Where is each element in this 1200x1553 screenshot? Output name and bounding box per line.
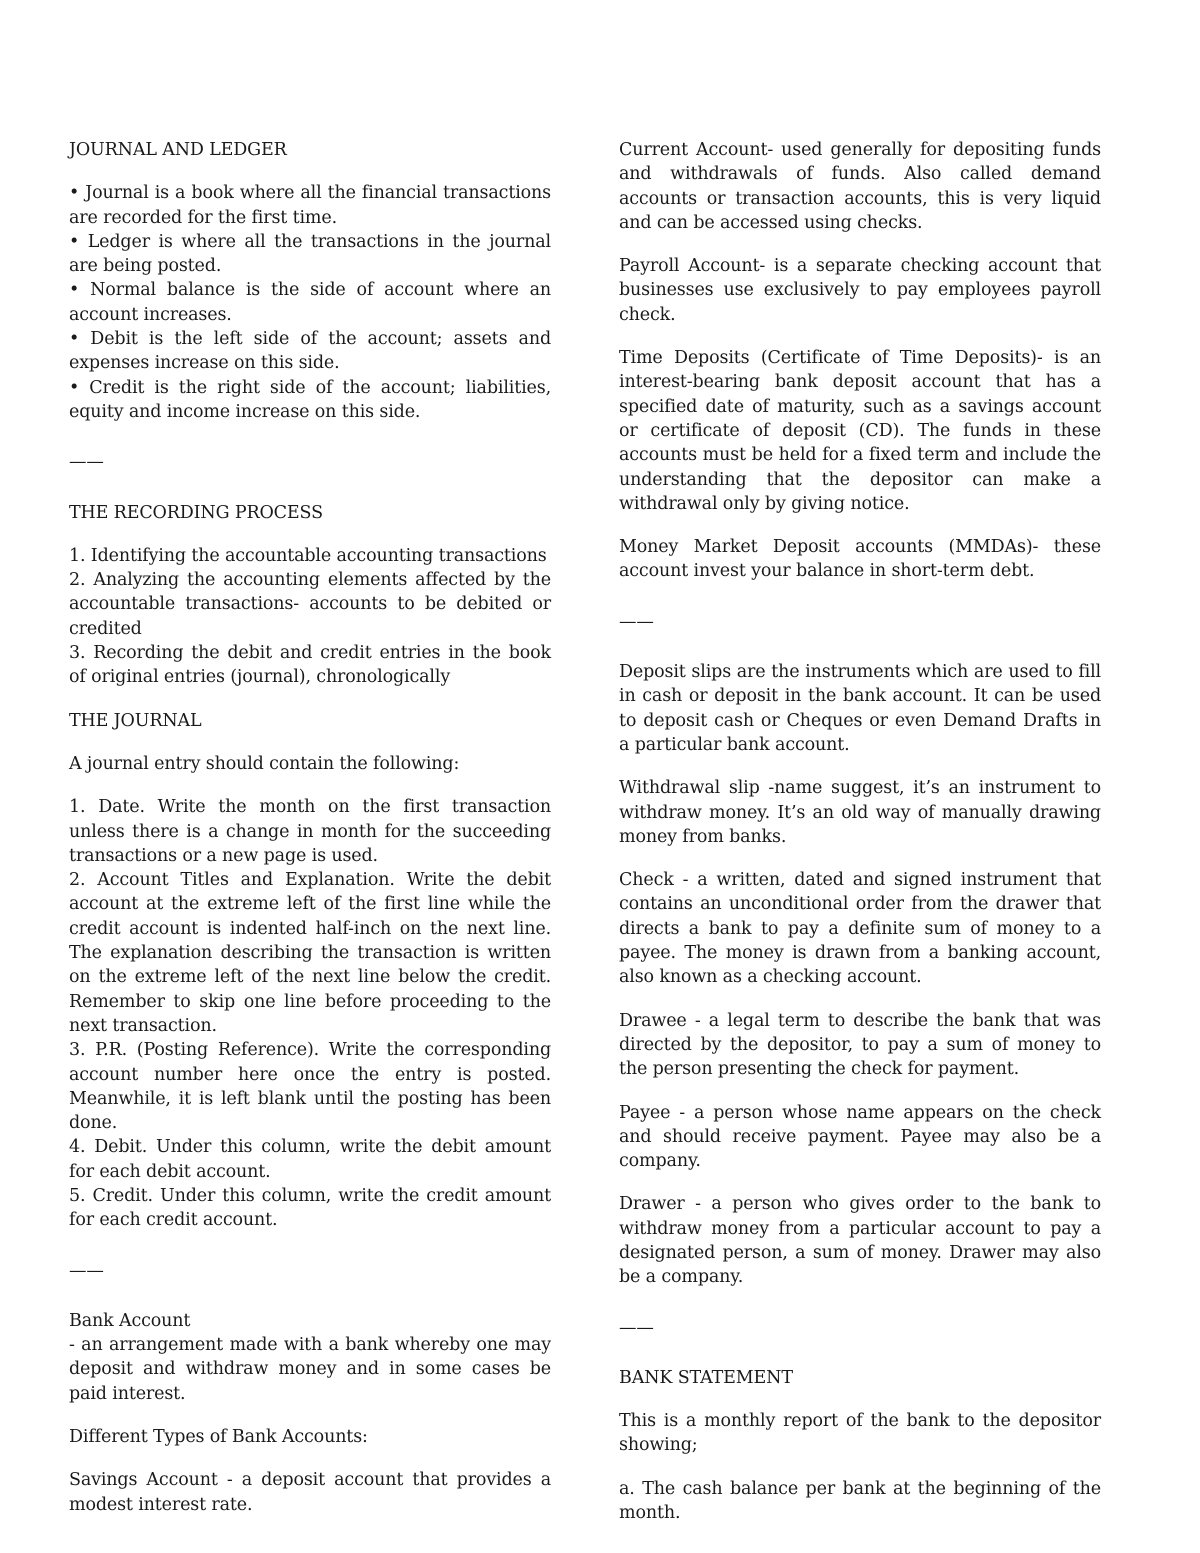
check-definition: Check - a written, dated and signed instrument that contains an unconditional order from the drawer that directs a bank to pay a definite sum of money to a payee. The money is drawn from a banking account, also known as a checking account. — [619, 870, 1101, 988]
journal-item-credit: 5. Credit. Under this column, write the credit amount for each credit account. — [69, 1185, 551, 1231]
left-column — [69, 138, 551, 1517]
bank-statement-title: BANK STATEMENT — [619, 1367, 793, 1388]
bank-account-title: Bank Account — [69, 1310, 191, 1331]
journal-ledger-title: JOURNAL AND LEDGER — [69, 140, 287, 160]
journal-intro: A journal entry should contain the following: — [69, 753, 460, 774]
deposit-slips: Deposit slips are the instruments which are used to fill in cash or deposit in the bank account. It can be used to deposit cash or Cheques or even Demand Drafts in a particular bank account. — [619, 662, 1101, 755]
bank-statement-item-a: a. The cash balance per bank at the beginning of the month. — [619, 1478, 1101, 1524]
recording-step: 3. Recording the debit and credit entries in the book of original entries (journal), chronologically — [69, 643, 551, 688]
section-divider: —— — [69, 452, 104, 473]
journal-item-date: 1. Date. Write the month on the first transaction unless there is a change in month for the succeeding transactions or a new page is used. — [69, 797, 551, 866]
recording-step: 2. Analyzing the accounting elements affected by the accountable transactions- accounts to be debited or credited — [69, 570, 551, 639]
drawee-definition: Drawee - a legal term to describe the bank that was directed by the depositor, to pay a sum of money to the person presenting the check for payment. — [619, 1010, 1101, 1080]
the-journal-title: THE JOURNAL — [69, 710, 202, 731]
bullet-ledger: • Ledger is where all the transactions in the journal are being posted. — [69, 231, 551, 277]
account-types-title: Different Types of Bank Accounts: — [69, 1427, 368, 1448]
current-account: Current Account- used generally for depositing funds and withdrawals of funds. Also called demand accounts or transaction accounts, this is very liquid and can be accessed using checks. — [619, 140, 1101, 233]
bullet-debit: • Debit is the left side of the account; assets and expenses increase on this side. — [69, 329, 551, 374]
recording-process-title: THE RECORDING PROCESS — [69, 502, 323, 523]
right-column — [619, 138, 1101, 1525]
bank-statement-intro: This is a monthly report of the bank to the depositor showing; — [619, 1411, 1101, 1456]
journal-item-account-titles: 2. Account Titles and Explanation. Write the debit account at the extreme left of the first line while the credit account is indented half-inch on the next line. The explanation describing the transaction is written on the extreme left of the next line below the credit. Remember to skip one line before proceeding to the next transaction. — [69, 870, 551, 1036]
payroll-account: Payroll Account- is a separate checking account that businesses use exclusively to pay employees payroll check. — [619, 256, 1101, 325]
section-divider: —— — [619, 611, 654, 632]
bullet-credit: • Credit is the right side of the account; liabilities, equity and income increase on this side. — [69, 377, 551, 422]
withdrawal-slip: Withdrawal slip -name suggest, it’s an instrument to withdraw money. It’s an old way of manually drawing money from banks. — [619, 778, 1101, 847]
savings-account: Savings Account - a deposit account that provides a modest interest rate. — [69, 1470, 551, 1515]
bank-account-definition: - an arrangement made with a bank whereby one may deposit and withdraw money and in some cases be paid interest. — [69, 1335, 551, 1404]
section-divider: —— — [69, 1260, 104, 1281]
drawer-definition: Drawer - a person who gives order to the bank to withdraw money from a particular account to pay a designated person, a sum of money. Drawer may also be a company. — [619, 1194, 1101, 1288]
section-divider: —— — [619, 1317, 654, 1338]
bullet-journal: • Journal is a book where all the financial transactions are recorded for the first time. — [69, 183, 551, 228]
payee-definition: Payee - a person whose name appears on the check and should receive payment. Payee may also be a company. — [619, 1102, 1101, 1172]
journal-item-debit: 4. Debit. Under this column, write the debit amount for each debit account. — [69, 1137, 551, 1182]
bullet-normal-balance: • Normal balance is the side of account where an account increases. — [69, 280, 551, 325]
recording-step: 1. Identifying the accountable accounting transactions — [69, 545, 547, 566]
money-market-deposit: Money Market Deposit accounts (MMDAs)- these account invest your balance in short-term debt. — [619, 537, 1101, 582]
time-deposits: Time Deposits (Certificate of Time Deposits)- is an interest-bearing bank deposit account that has a specified date of maturity, such as a savings account or certificate of deposit (CD). The funds in these accounts must be held for a fixed term and include the understanding that the depositor can make a withdrawal only by giving notice. — [619, 348, 1101, 514]
journal-item-posting-reference: 3. P.R. (Posting Reference). Write the corresponding account number here once the entry is posted. Meanwhile, it is left blank until the posting has been done. — [69, 1040, 551, 1134]
